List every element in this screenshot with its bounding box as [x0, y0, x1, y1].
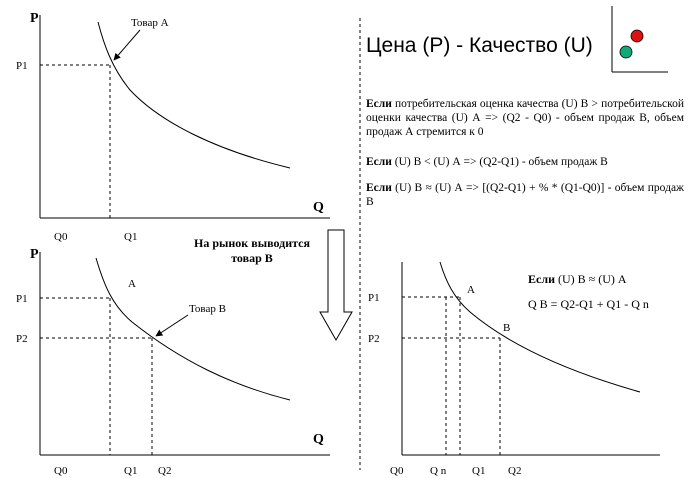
demand-curve	[96, 258, 290, 400]
q1-label: Q1	[124, 231, 138, 243]
q2-label: Q2	[158, 465, 172, 477]
chart-top-left	[16, 11, 330, 243]
axis-p-label: P	[30, 11, 39, 26]
demand-curve	[98, 22, 290, 168]
tovar-b-label: Товар В	[189, 303, 226, 315]
chart-bottom-right	[368, 262, 660, 477]
condition-keyword: Если	[528, 272, 555, 286]
point-a-label: A	[467, 284, 475, 296]
condition-text: (U) В ≈ (U) А => [(Q2-Q1) + % * (Q1-Q0)] - объем продаж В	[366, 182, 684, 208]
green-dot	[620, 46, 632, 58]
condition-keyword: Если	[366, 182, 392, 194]
tovar-a-label: Товар А	[131, 17, 169, 29]
p2-label: P2	[16, 333, 28, 345]
condition-paragraph-2	[366, 155, 684, 169]
q0-label: Q0	[390, 465, 404, 477]
condition-keyword: Если	[366, 98, 392, 110]
q2-label: Q2	[508, 465, 522, 477]
p2-label: P2	[368, 333, 380, 345]
condition-text: потребительская оценка качества (U) В > потребительской оценки качества (U) А => (Q2 - Q0) - объем продаж В, объем продаж А стремится к 0	[366, 98, 684, 138]
axis-p-label: P	[30, 247, 39, 262]
p1-label: P1	[368, 292, 380, 304]
condition-paragraph-1	[366, 97, 684, 139]
market-entry-note: На рынок выводится товар В	[194, 236, 310, 265]
tovar-b-pointer	[156, 315, 188, 336]
condition-keyword: Если	[366, 156, 392, 168]
bottom-condition-note	[528, 272, 627, 287]
point-b-label: B	[503, 322, 511, 334]
chart-bottom-left	[16, 247, 330, 477]
qn-label: Q n	[430, 465, 447, 477]
condition-text: (U) В < (U) А => (Q2-Q1) - объем продаж В	[391, 156, 608, 168]
q0-label: Q0	[54, 231, 68, 243]
q0-label: Q0	[54, 465, 68, 477]
q1-label: Q1	[124, 465, 138, 477]
p1-label: P1	[16, 60, 28, 72]
tovar-a-pointer	[114, 30, 140, 60]
mini-legend	[612, 6, 668, 72]
condition-text: (U) В ≈ (U) А	[554, 272, 627, 286]
q1-label: Q1	[472, 465, 486, 477]
axis-q-label: Q	[313, 200, 324, 215]
page-title: Цена (P) - Качество (U)	[366, 34, 593, 57]
bottom-formula: Q В = Q2-Q1 + Q1 - Q n	[528, 297, 649, 311]
p1-label: P1	[16, 293, 28, 305]
condition-paragraph-3	[366, 181, 684, 209]
red-dot	[631, 30, 643, 42]
axis-q-label: Q	[313, 432, 324, 447]
point-a-label: A	[128, 278, 136, 290]
